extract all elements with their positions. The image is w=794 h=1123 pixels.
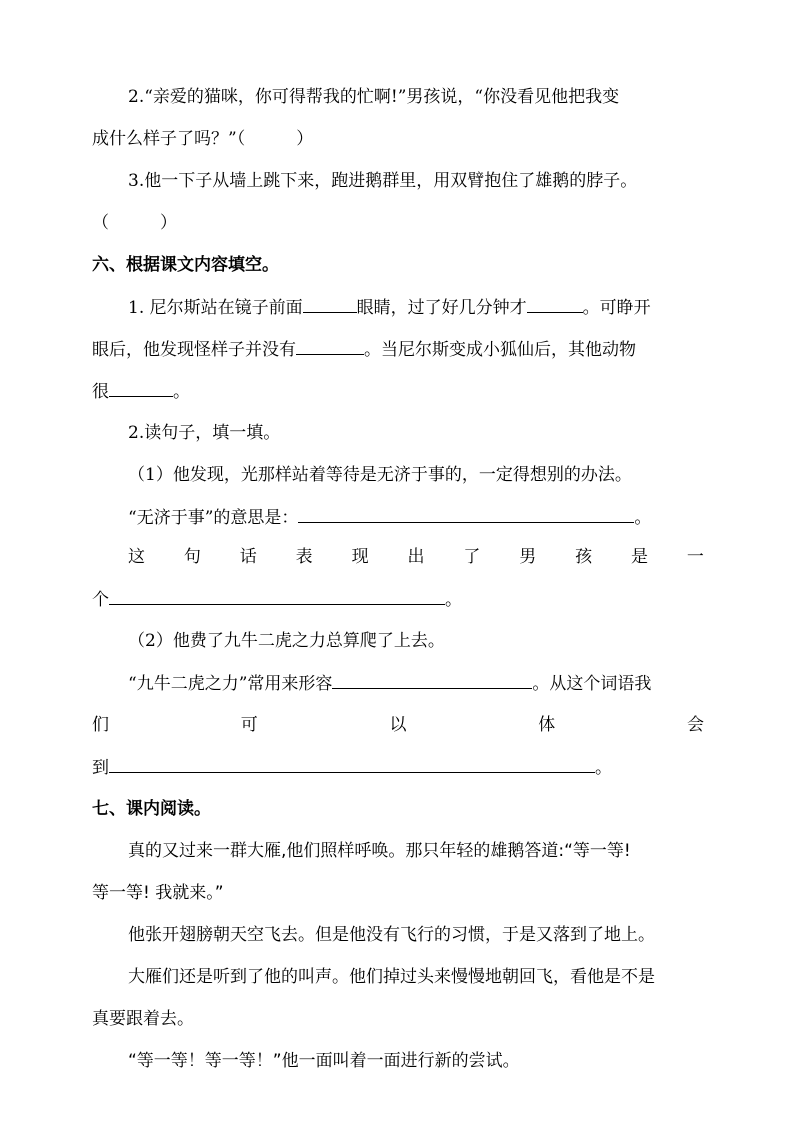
- answer-blank[interactable]: [109, 380, 173, 397]
- section-7-heading: 七、课内阅读。: [92, 799, 211, 819]
- spread-char: 现: [351, 547, 369, 567]
- section-6-heading: 六、根据课文内容填空。: [92, 255, 279, 275]
- q5-item3-line2: （ ）: [92, 213, 177, 233]
- q6-sentence-2: （2）他费了九牛二虎之力总算爬了上去。: [128, 631, 445, 651]
- spread-char: 孩: [575, 547, 593, 567]
- q6-item1-text-d: 眼后，他发现怪样子并没有: [92, 340, 296, 360]
- spread-char: 句: [183, 547, 201, 567]
- q6-s2-q-end: 。从这个词语我: [532, 674, 652, 694]
- spread-char: 一: [686, 547, 704, 567]
- spread-char: 体: [538, 715, 556, 735]
- q6-sentence-2-spread-line: [92, 714, 704, 736]
- reading-p1-line1: 真的又过来一群大雁,他们照样呼唤。那只年轻的雄鹅答道:“等一等!: [128, 841, 631, 861]
- reading-p4: “等一等！等一等！”他一面叫着一面进行新的尝试。: [128, 1051, 520, 1071]
- q6-s2-r3-end: 。: [595, 758, 612, 778]
- q6-sentence-1-spread-line: [128, 546, 704, 568]
- answer-blank[interactable]: [109, 588, 445, 605]
- q6-sentence-1-question: [128, 506, 704, 529]
- spread-char: 了: [463, 547, 481, 567]
- q6-s1-q-end: 。: [634, 508, 652, 528]
- spread-char: 会: [687, 715, 704, 735]
- q6-item1-text-a: 1. 尼尔斯站在镜子前面: [128, 298, 303, 318]
- q6-sentence-2-question: [128, 672, 704, 695]
- answer-blank[interactable]: [298, 506, 634, 523]
- q5-item2-line1: 2.“亲爱的猫咪，你可得帮我的忙啊!”男孩说，“你没看见他把我变: [128, 87, 620, 107]
- q6-s1-q-text: “无济于事”的意思是：: [128, 508, 299, 528]
- q5-item2-line2: 成什么样子了吗？”（ ）: [92, 129, 314, 149]
- q6-item1-text-f: 很: [92, 382, 109, 402]
- q6-s2-r3-text: 到: [92, 758, 109, 778]
- q6-s2-q-text: “九牛二虎之力”常用来形容: [128, 674, 333, 694]
- q6-s1-r3-end: 。: [445, 590, 462, 610]
- reading-p3-line1: 大雁们还是听到了他的叫声。他们掉过头来慢慢地朝回飞，看他是不是: [128, 967, 655, 987]
- spread-char: 是: [631, 547, 649, 567]
- q6-item1-text-b: 眼睛，过了好几分钟才: [356, 298, 527, 318]
- spread-char: 表: [295, 547, 313, 567]
- spread-char: 可: [240, 715, 258, 735]
- spread-char: 话: [239, 547, 257, 567]
- q6-item1-text-g: 。: [173, 382, 190, 402]
- answer-blank[interactable]: [296, 338, 364, 355]
- q6-sentence-2-answer-line: [92, 756, 704, 779]
- spread-char: 出: [407, 547, 425, 567]
- reading-p1-line2: 等一等! 我就来。”: [92, 883, 224, 903]
- q6-item1-line1: [128, 296, 704, 319]
- reading-p3-line2: 真要跟着去。: [92, 1009, 194, 1029]
- answer-blank[interactable]: [527, 296, 583, 313]
- q6-sentence-1-answer-line: [92, 588, 704, 611]
- answer-blank[interactable]: [303, 296, 357, 313]
- q6-item1-text-c: 。可睁开: [582, 298, 651, 318]
- q6-s1-r3-text: 个: [92, 590, 109, 610]
- spread-char: 以: [389, 715, 407, 735]
- spread-char: 男: [519, 547, 537, 567]
- q6-item2-title: 2.读句子，填一填。: [128, 423, 281, 443]
- answer-blank[interactable]: [109, 756, 595, 773]
- q6-item1-line3: [92, 380, 704, 403]
- spread-char: 这: [128, 547, 145, 567]
- q6-item1-line2: [92, 338, 704, 361]
- spread-char: 们: [92, 715, 109, 735]
- q6-sentence-1: （1）他发现，光那样站着等待是无济于事的，一定得想别的办法。: [128, 465, 632, 485]
- reading-p2: 他张开翅膀朝天空飞去。但是他没有飞行的习惯，于是又落到了地上。: [128, 925, 655, 945]
- q5-item3-line1: 3.他一下子从墙上跳下来，跑进鹅群里，用双臂抱住了雄鹅的脖子。: [128, 171, 638, 191]
- answer-blank[interactable]: [332, 672, 532, 689]
- q6-item1-text-e: 。当尼尔斯变成小狐仙后，其他动物: [364, 340, 636, 360]
